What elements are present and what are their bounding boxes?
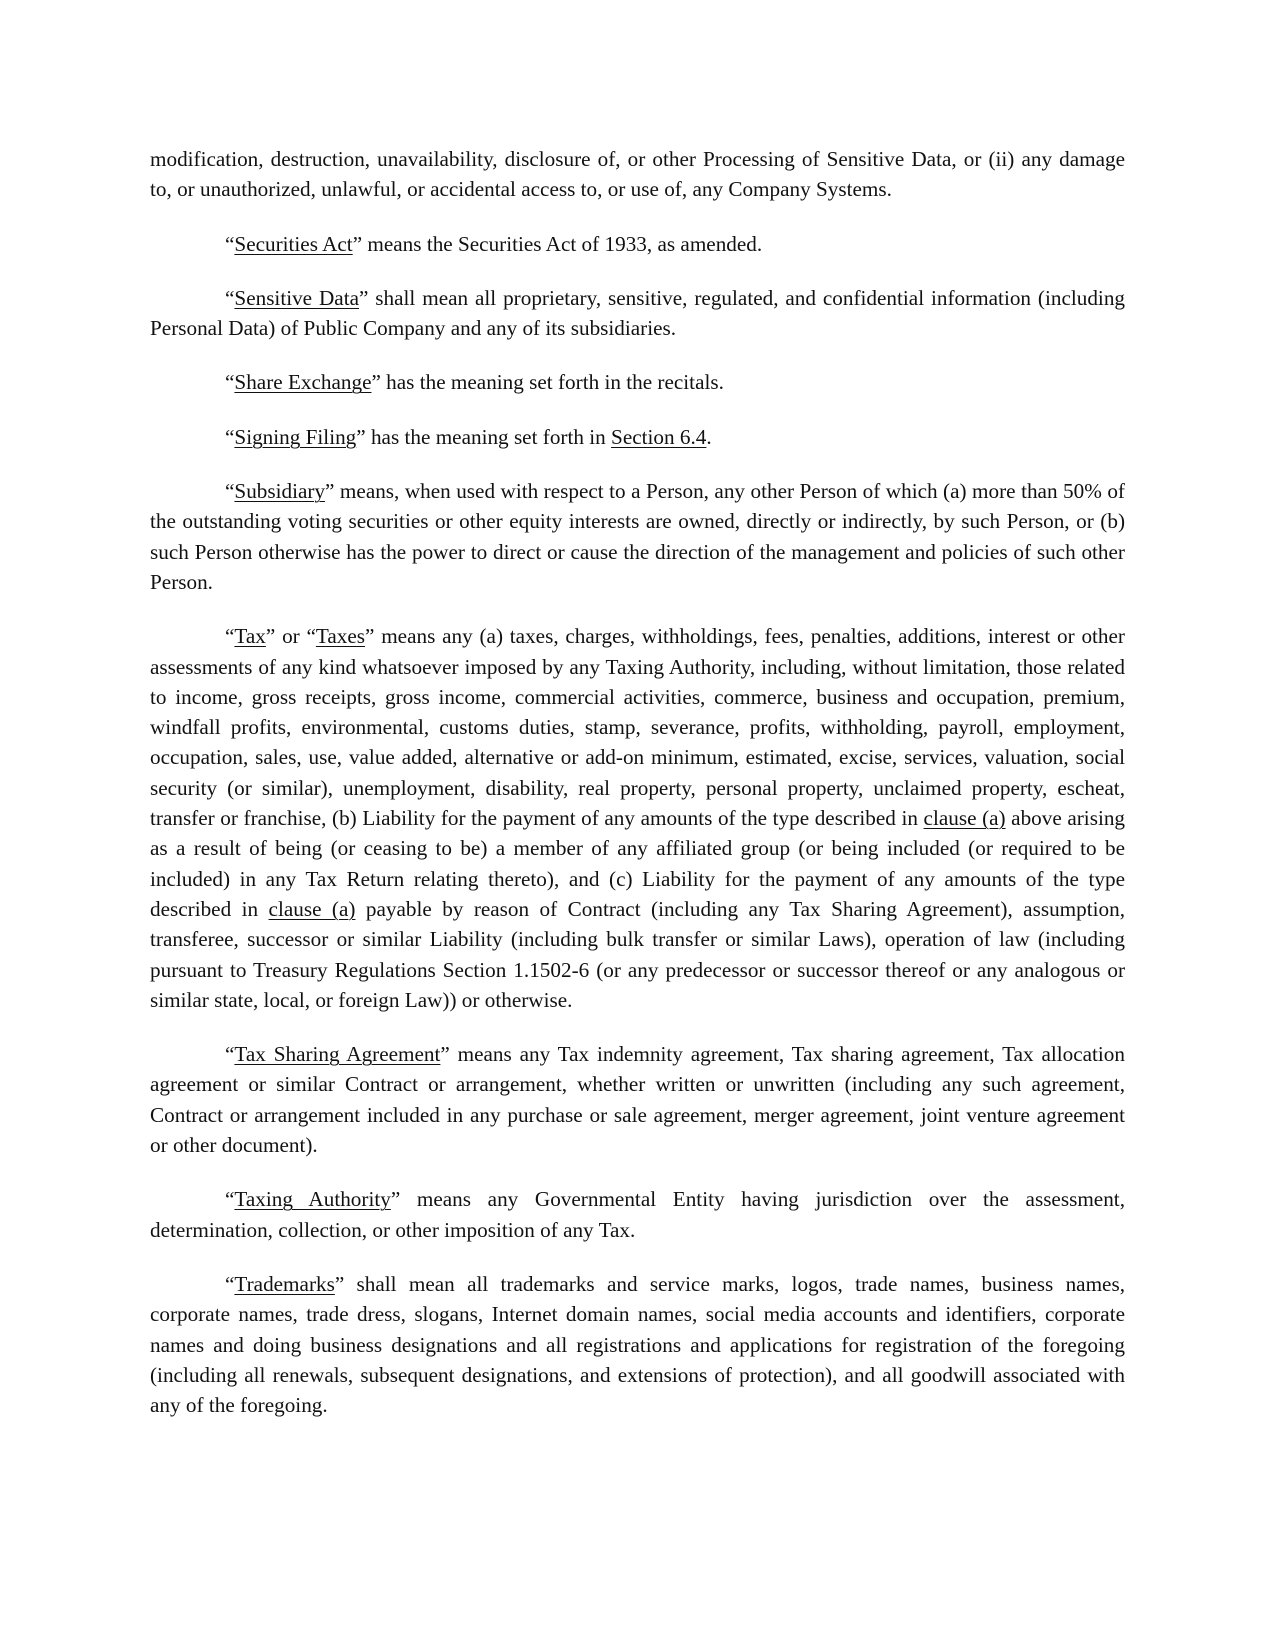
clause-reference: clause (a)	[923, 806, 1006, 831]
open-quote: “	[225, 479, 235, 504]
open-quote: “	[225, 424, 235, 449]
open-quote: “	[225, 370, 235, 395]
definition-tax-sharing-agreement	[150, 1039, 1125, 1160]
defined-term: Trademarks	[234, 1271, 335, 1296]
definition-text: ” has the meaning set forth in the recitals.	[371, 370, 724, 395]
definition-signing-filing	[150, 422, 1125, 452]
section-reference: Section 6.4	[611, 424, 707, 449]
open-quote: “	[225, 231, 235, 256]
defined-term: Signing Filing	[234, 424, 357, 449]
defined-term: Taxing Authority	[234, 1187, 391, 1212]
defined-term: Taxes	[315, 624, 366, 649]
defined-term: Share Exchange	[234, 370, 372, 395]
open-quote: “	[225, 1187, 235, 1212]
definition-text: ” shall mean all proprietary, sensitive, regulated, and confidential information (including Personal Data) of Public Company and any of its subsidiaries.	[150, 285, 1126, 341]
definition-sensitive-data	[150, 283, 1125, 344]
defined-term: Subsidiary	[234, 479, 326, 504]
definition-text-end: .	[706, 424, 712, 449]
definition-taxing-authority	[150, 1184, 1125, 1245]
definition-share-exchange	[150, 367, 1125, 397]
definition-text: ” or “	[265, 624, 316, 649]
definition-text: ” shall mean all trademarks and service marks, logos, trade names, business names, corporate names, trade dress, slogans, Internet domain names, social media accounts and identifiers, corporate names and doing business designations and all registrations and applications for registration of the foregoing (including all renewals, subsequent designations, and extensions of protection), and all goodwill associated with any of the foregoing.	[150, 1271, 1125, 1418]
clause-reference: clause (a)	[268, 896, 356, 921]
definition-tax	[150, 621, 1125, 1015]
definition-text: ” means any Governmental Entity having jurisdiction over the assessment, determination, collection, or other imposition of any Tax.	[150, 1187, 1125, 1242]
definition-text: ” means the Securities Act of 1933, as amended.	[352, 231, 763, 256]
definition-text: ” has the meaning set forth in	[356, 424, 612, 449]
definition-text-end: payable by reason of Contract (including any Tax Sharing Agreement), assumption, transferee, successor or similar Liability (including bulk transfer or similar Laws), operation of law (including pursuant to Treasury Regulations Section 1.1502-6 (or any predecessor or successor thereof or any analogous or similar state, local, or foreign Law)) or otherwise.	[150, 896, 1126, 1012]
definition-text: ” means any (a) taxes, charges, withholdings, fees, penalties, additions, interest or other assessments of any kind whatsoever imposed by any Taxing Authority, including, without limitation, those related to income, gross receipts, gross income, commercial activities, commerce, business and occupation, premium, windfall profits, environmental, customs duties, stamp, severance, profits, withholding, payroll, employment, occupation, sales, use, value added, alternative or add-on minimum, estimated, excise, services, valuation, social security (or similar), unemployment, disability, real property, personal property, unclaimed property, escheat, transfer or franchise, (b) Liability for the payment of any amounts of the type described in	[150, 624, 1125, 831]
document-page	[150, 144, 1125, 1444]
definition-text: ” means, when used with respect to a Person, any other Person of which (a) more than 50% of the outstanding voting securities or other equity interests are owned, directly or indirectly, by such Person, or (b) such Person otherwise has the power to direct or cause the direction of the management and policies of such other Person.	[150, 479, 1125, 594]
definition-subsidiary	[150, 476, 1125, 597]
paragraph-continuation	[150, 144, 1125, 205]
definition-securities-act	[150, 229, 1125, 259]
definition-text: ” means any Tax indemnity agreement, Tax sharing agreement, Tax allocation agreement or similar Contract or arrangement, whether written or unwritten (including any such agreement, Contract or arrangement included in any purchase or sale agreement, merger agreement, joint venture agreement or other document).	[150, 1042, 1125, 1158]
definition-text: above arising as a result of being (or ceasing to be) a member of any affiliated group (or being included (or required to be included) in any Tax Return relating thereto), and (c) Liability for the payment of any amounts of the type described in	[150, 806, 1126, 921]
open-quote: “	[225, 624, 235, 649]
defined-term: Sensitive Data	[234, 285, 359, 310]
definition-trademarks	[150, 1269, 1125, 1420]
defined-term: Tax Sharing Agreement	[234, 1042, 441, 1067]
defined-term: Tax	[234, 624, 266, 649]
open-quote: “	[225, 1271, 235, 1296]
open-quote: “	[225, 285, 235, 310]
open-quote: “	[225, 1042, 235, 1067]
paragraph-text: modification, destruction, unavailability, disclosure of, or other Processing of Sensitive Data, or (ii) any damage to, or unauthorized, unlawful, or accidental access to, or use of, any Company Systems.	[150, 147, 1125, 202]
defined-term: Securities Act	[234, 231, 353, 256]
